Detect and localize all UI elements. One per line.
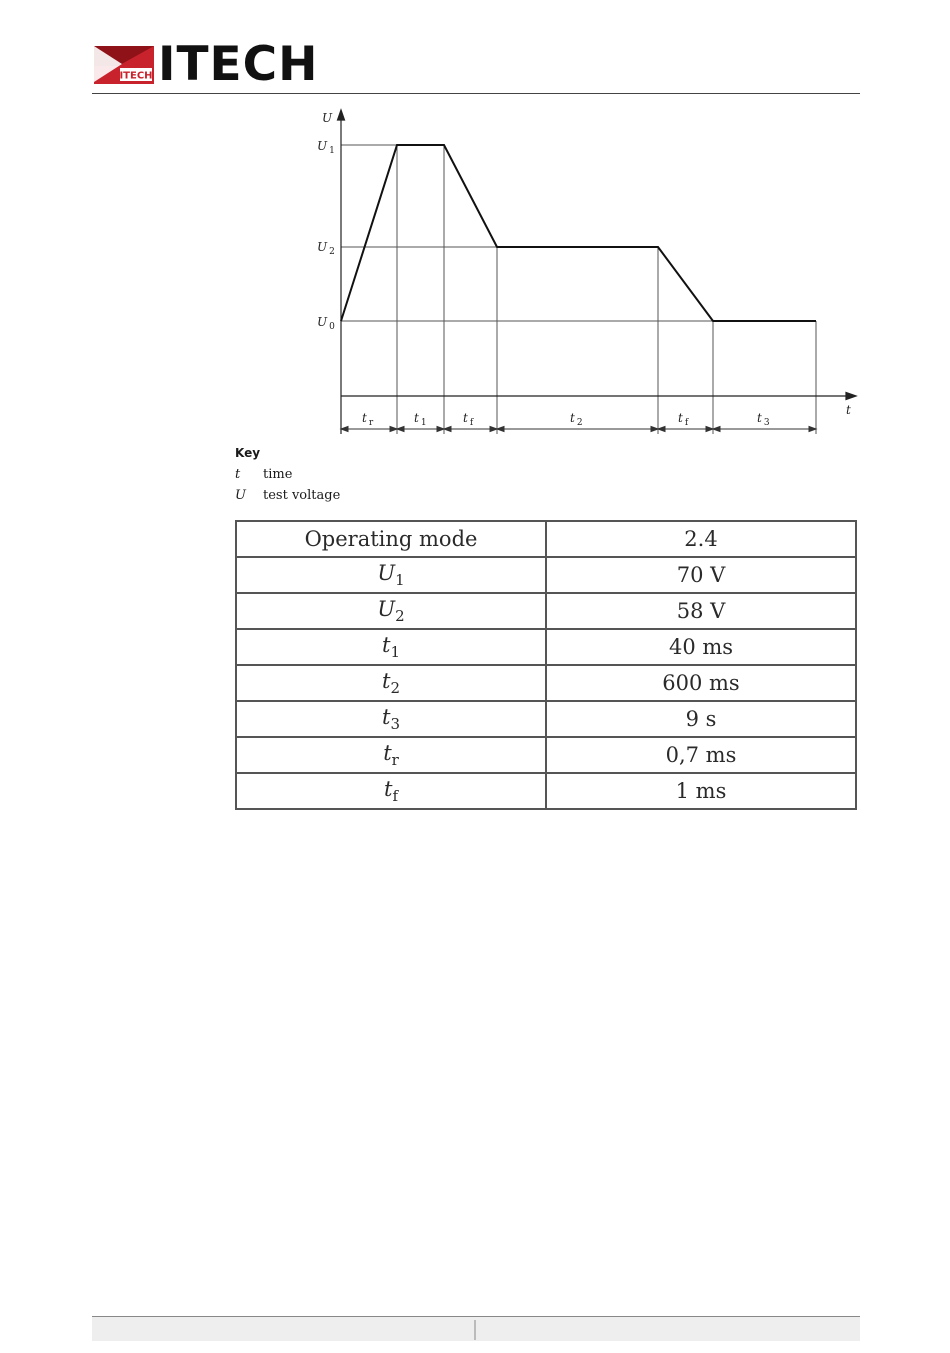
param-subscript: 2 [390,679,400,698]
param-cell [236,629,546,665]
footer-divider [474,1320,476,1340]
key-symbol: t [235,467,241,482]
param-cell [236,665,546,701]
table-row [236,665,856,701]
brand-name: ITECH [158,37,319,92]
key-item [235,485,340,506]
value-cell: 40 ms [546,629,856,665]
header-label-cell: Operating mode [236,521,546,557]
x-axis-label: t [846,403,851,417]
param-symbol: t [383,740,392,765]
table-row [236,593,856,629]
operating-mode-table [235,520,857,810]
param-subscript: 1 [395,571,405,590]
diagram-key [235,446,340,506]
page-footer [92,1316,860,1341]
key-description: test voltage [263,488,341,503]
key-title: Key [235,446,261,460]
interval-label-t3: t $_3$ [757,411,770,428]
interval-label-t2: t $_2$ [570,411,583,428]
header-value-cell: 2.4 [546,521,856,557]
param-cell [236,773,546,809]
param-symbol: U [377,560,396,585]
level-label-u2: U $_2$ [317,240,335,257]
key-symbol: U [235,488,246,503]
param-subscript: r [391,751,399,770]
interval-label-t1: t $_1$ [414,411,427,428]
param-cell [236,593,546,629]
voltage-waveform-diagram [0,0,950,450]
value-cell: 9 s [546,701,856,737]
level-label-u1: U $_1$ [317,139,335,156]
value-cell: 0,7 ms [546,737,856,773]
interval-label-tf2: t $_f$ [678,411,689,428]
param-subscript: f [392,787,398,806]
y-axis-label: U [322,111,333,125]
param-symbol: t [383,776,393,801]
interval-label-tf: t $_f$ [463,411,474,428]
gridlines [341,145,816,434]
table-row [236,629,856,665]
level-label-u0: U $_0$ [317,315,335,332]
table-row [236,773,856,809]
param-cell [236,557,546,593]
param-symbol: U [377,596,396,621]
param-symbol: t [382,632,391,657]
param-symbol: t [382,668,391,693]
value-cell: 600 ms [546,665,856,701]
table-row [236,701,856,737]
param-subscript: 1 [390,643,400,662]
x-axis-arrow-icon [846,393,856,400]
value-cell: 70 V [546,557,856,593]
table-header-row [236,521,856,557]
value-cell: 58 V [546,593,856,629]
key-description: time [263,467,293,482]
axes [338,110,857,434]
interval-label-tr: t $_r$ [362,411,374,428]
table-row [236,557,856,593]
voltage-waveform [341,145,816,321]
key-item [235,464,340,485]
param-subscript: 3 [390,715,400,734]
logo-badge-text: ITECH [119,70,153,82]
y-axis-arrow-icon [338,110,345,120]
param-symbol: t [382,704,391,729]
value-cell: 1 ms [546,773,856,809]
table-row [236,737,856,773]
param-subscript: 2 [395,607,405,626]
param-cell [236,701,546,737]
param-cell [236,737,546,773]
